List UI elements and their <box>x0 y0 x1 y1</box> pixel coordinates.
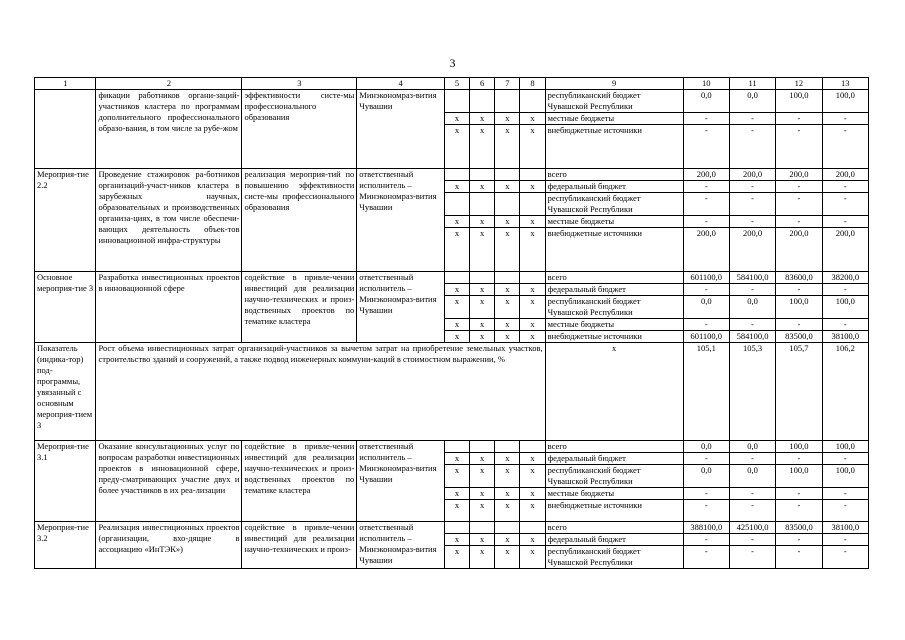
amount-cell: 200,0 <box>822 228 868 272</box>
indicator-source: x <box>545 343 683 441</box>
amount-cell: - <box>683 546 729 569</box>
year-mark-cell: x <box>520 113 545 125</box>
indicator-value: 105,1 <box>683 343 729 441</box>
amount-cell: - <box>776 125 822 169</box>
amount-cell: 100,0 <box>822 296 868 319</box>
year-mark-cell: x <box>495 125 520 169</box>
amount-cell: 83600,0 <box>776 272 822 284</box>
amount-cell: 0,0 <box>729 441 775 453</box>
year-mark-cell: x <box>495 546 520 569</box>
year-mark-cell: x <box>470 216 495 228</box>
amount-cell: 0,0 <box>683 296 729 319</box>
amount-cell: 100,0 <box>776 296 822 319</box>
year-mark-cell: x <box>470 113 495 125</box>
year-mark-cell <box>520 169 545 181</box>
year-mark-cell: x <box>495 534 520 546</box>
year-mark-cell: x <box>470 228 495 272</box>
amount-cell: 584100,0 <box>729 331 775 343</box>
year-mark-cell <box>444 522 469 534</box>
year-mark-cell: x <box>495 296 520 319</box>
amount-cell: 200,0 <box>683 169 729 181</box>
year-mark-cell: x <box>470 534 495 546</box>
activity-label: Мероприя-тие 3.2 <box>35 522 96 569</box>
year-mark-cell <box>470 193 495 216</box>
funding-source-cell: всего <box>545 441 683 453</box>
amount-cell: - <box>776 113 822 125</box>
amount-cell: - <box>822 284 868 296</box>
activity-goal: эффективности систе-мы профессионального образования <box>242 90 357 169</box>
amount-cell: - <box>729 488 775 500</box>
column-header-row <box>35 78 869 90</box>
year-mark-cell: x <box>444 284 469 296</box>
amount-cell: 425100,0 <box>729 522 775 534</box>
funding-source-cell: внебюджетные источники <box>545 331 683 343</box>
year-mark-cell <box>444 90 469 113</box>
year-mark-cell: x <box>444 228 469 272</box>
amount-cell: - <box>776 546 822 569</box>
amount-cell: - <box>729 216 775 228</box>
year-mark-cell: x <box>520 296 545 319</box>
indicator-value: 105,3 <box>729 343 775 441</box>
column-header: 7 <box>495 78 520 90</box>
amount-cell: - <box>683 193 729 216</box>
amount-cell: - <box>729 113 775 125</box>
year-mark-cell: x <box>495 181 520 193</box>
funding-source-cell: республиканский бюджет Чувашской Республики <box>545 465 683 488</box>
amount-cell: - <box>683 284 729 296</box>
activity-goal: содействие в привле-чении инвестиций для реализации научно-технических и произ-водственных проектов по тематике кластера <box>242 441 357 522</box>
amount-cell: - <box>776 284 822 296</box>
year-mark-cell <box>520 441 545 453</box>
amount-cell: - <box>683 488 729 500</box>
activity-goal: содействие в привле-чении инвестиций для реализации научно-технических и произ- <box>242 522 357 569</box>
amount-cell: - <box>776 216 822 228</box>
year-mark-cell: x <box>470 319 495 331</box>
column-header: 12 <box>776 78 822 90</box>
year-mark-cell: x <box>520 488 545 500</box>
amount-cell: - <box>729 546 775 569</box>
funding-source-cell: федеральный бюджет <box>545 284 683 296</box>
activity-description: Проведение стажировок ра-ботников организаций-участ-ников кластера в зарубежных научных, образовательных и производственных организа-циях, в том числе обеспечи-вающих деятельность объек-тов инновационной инфра-структуры <box>96 169 242 272</box>
amount-cell: - <box>729 319 775 331</box>
year-mark-cell <box>470 272 495 284</box>
indicator-value: 106,2 <box>822 343 868 441</box>
year-mark-cell: x <box>470 125 495 169</box>
column-header: 10 <box>683 78 729 90</box>
amount-cell: 601100,0 <box>683 331 729 343</box>
funding-source-cell: местные бюджеты <box>545 488 683 500</box>
amount-cell: 100,0 <box>822 441 868 453</box>
year-mark-cell <box>470 90 495 113</box>
column-header: 1 <box>35 78 96 90</box>
amount-cell: - <box>729 500 775 522</box>
year-mark-cell: x <box>444 125 469 169</box>
amount-cell: 0,0 <box>683 441 729 453</box>
amount-cell: - <box>776 181 822 193</box>
amount-cell: - <box>776 488 822 500</box>
column-header: 6 <box>470 78 495 90</box>
table-row <box>35 441 869 453</box>
year-mark-cell: x <box>444 216 469 228</box>
funding-source-cell: местные бюджеты <box>545 319 683 331</box>
amount-cell: - <box>822 113 868 125</box>
year-mark-cell <box>444 272 469 284</box>
column-header: 5 <box>444 78 469 90</box>
year-mark-cell: x <box>520 319 545 331</box>
year-mark-cell: x <box>495 319 520 331</box>
amount-cell: - <box>822 534 868 546</box>
amount-cell: 38200,0 <box>822 272 868 284</box>
year-mark-cell: x <box>470 465 495 488</box>
amount-cell: - <box>822 546 868 569</box>
amount-cell: - <box>683 453 729 465</box>
amount-cell: - <box>729 181 775 193</box>
year-mark-cell: x <box>444 500 469 522</box>
amount-cell: 100,0 <box>776 465 822 488</box>
column-header: 8 <box>520 78 545 90</box>
table-row <box>35 90 869 113</box>
funding-source-cell: республиканский бюджет Чувашской Республики <box>545 90 683 113</box>
year-mark-cell <box>495 441 520 453</box>
amount-cell: 200,0 <box>776 169 822 181</box>
year-mark-cell: x <box>495 331 520 343</box>
amount-cell: - <box>729 453 775 465</box>
year-mark-cell <box>470 441 495 453</box>
year-mark-cell: x <box>520 465 545 488</box>
amount-cell: - <box>822 193 868 216</box>
year-mark-cell: x <box>520 546 545 569</box>
amount-cell: - <box>776 500 822 522</box>
amount-cell: - <box>822 500 868 522</box>
year-mark-cell: x <box>470 284 495 296</box>
year-mark-cell: x <box>520 453 545 465</box>
amount-cell: 0,0 <box>729 90 775 113</box>
activity-label: Мероприя-тие 3.1 <box>35 441 96 522</box>
amount-cell: 200,0 <box>729 169 775 181</box>
year-mark-cell <box>495 90 520 113</box>
funding-source-cell: всего <box>545 169 683 181</box>
year-mark-cell <box>444 193 469 216</box>
indicator-value: 105,7 <box>776 343 822 441</box>
year-mark-cell: x <box>444 453 469 465</box>
amount-cell: - <box>822 319 868 331</box>
column-header: 4 <box>357 78 445 90</box>
funding-source-cell: федеральный бюджет <box>545 453 683 465</box>
activity-label: Основное мероприя-тие 3 <box>35 272 96 343</box>
year-mark-cell <box>444 441 469 453</box>
amount-cell: - <box>776 193 822 216</box>
column-header: 13 <box>822 78 868 90</box>
activity-description: Реализация инвестиционных проектов (организации, вхо-дящие в ассоциацию «ИнТЭК») <box>96 522 242 569</box>
amount-cell: 83500,0 <box>776 522 822 534</box>
year-mark-cell: x <box>495 216 520 228</box>
year-mark-cell: x <box>520 534 545 546</box>
year-mark-cell <box>470 169 495 181</box>
amount-cell: - <box>776 453 822 465</box>
amount-cell: 584100,0 <box>729 272 775 284</box>
year-mark-cell: x <box>470 331 495 343</box>
funding-source-cell: внебюджетные источники <box>545 228 683 272</box>
table-row <box>35 169 869 181</box>
page-number: 3 <box>449 56 456 70</box>
year-mark-cell: x <box>495 465 520 488</box>
amount-cell: - <box>683 125 729 169</box>
year-mark-cell: x <box>520 284 545 296</box>
amount-cell: 83500,0 <box>776 331 822 343</box>
amount-cell: 38100,0 <box>822 522 868 534</box>
amount-cell: - <box>683 319 729 331</box>
activity-description: Разработка инвестиционных проектов в инновационной сфере <box>96 272 242 343</box>
funding-source-cell: всего <box>545 272 683 284</box>
activity-label <box>35 90 96 169</box>
amount-cell: - <box>822 488 868 500</box>
amount-cell: - <box>683 216 729 228</box>
year-mark-cell: x <box>520 228 545 272</box>
year-mark-cell: x <box>470 488 495 500</box>
indicator-text: Рост объема инвестиционных затрат организаций-участников за вычетом затрат на приобретение земельных участков, строительство зданий и сооружений, а также подвод инженерных коммуни-каций в стоимостном выражении, % <box>96 343 545 441</box>
funding-source-cell: местные бюджеты <box>545 216 683 228</box>
year-mark-cell: x <box>495 453 520 465</box>
funding-source-cell: республиканский бюджет Чувашской Республики <box>545 296 683 319</box>
year-mark-cell: x <box>470 181 495 193</box>
year-mark-cell: x <box>444 181 469 193</box>
program-table <box>34 77 869 569</box>
amount-cell: 100,0 <box>776 441 822 453</box>
activity-goal: реализация мероприя-тий по повышению эффективности систе-мы профессионального образования <box>242 169 357 272</box>
activity-description: фикации работников органи-заций-участников кластера по программам дополнительного профессионального образо-вания, в том числе за рубе-жом <box>96 90 242 169</box>
year-mark-cell <box>444 169 469 181</box>
amount-cell: 100,0 <box>776 90 822 113</box>
amount-cell: - <box>729 125 775 169</box>
amount-cell: 100,0 <box>822 90 868 113</box>
activity-goal: содействие в привле-чении инвестиций для реализации научно-технических и произ-водственных проектов по тематике кластера <box>242 272 357 343</box>
funding-source-cell: республиканский бюджет Чувашской Республики <box>545 193 683 216</box>
amount-cell: 601100,0 <box>683 272 729 284</box>
activity-executor: Минэкономраз-вития Чувашии <box>357 90 445 169</box>
funding-source-cell: внебюджетные источники <box>545 125 683 169</box>
year-mark-cell <box>470 522 495 534</box>
activity-executor: ответственный исполнитель – Минэкономраз-вития Чувашии <box>357 169 445 272</box>
year-mark-cell: x <box>444 296 469 319</box>
amount-cell: 38100,0 <box>822 331 868 343</box>
year-mark-cell <box>520 90 545 113</box>
year-mark-cell: x <box>444 331 469 343</box>
funding-source-cell: республиканский бюджет Чувашской Республики <box>545 546 683 569</box>
year-mark-cell <box>495 522 520 534</box>
amount-cell: 0,0 <box>729 296 775 319</box>
year-mark-cell <box>520 522 545 534</box>
year-mark-cell: x <box>495 113 520 125</box>
amount-cell: - <box>822 181 868 193</box>
indicator-row <box>35 343 869 441</box>
year-mark-cell: x <box>495 228 520 272</box>
activity-executor: ответственный исполнитель – Минэкономраз-вития Чувашии <box>357 272 445 343</box>
amount-cell: - <box>683 500 729 522</box>
amount-cell: 200,0 <box>822 169 868 181</box>
amount-cell: 200,0 <box>729 228 775 272</box>
year-mark-cell: x <box>470 296 495 319</box>
activity-executor: ответственный исполнитель – Минэкономраз-вития Чувашии <box>357 522 445 569</box>
amount-cell: 0,0 <box>683 465 729 488</box>
year-mark-cell <box>520 193 545 216</box>
amount-cell: 200,0 <box>776 228 822 272</box>
amount-cell: - <box>776 534 822 546</box>
year-mark-cell: x <box>444 534 469 546</box>
year-mark-cell: x <box>495 500 520 522</box>
amount-cell: 0,0 <box>729 465 775 488</box>
activity-executor: ответственный исполнитель – Минэкономраз-вития Чувашии <box>357 441 445 522</box>
year-mark-cell: x <box>495 284 520 296</box>
activity-label: Мероприя-тие 2.2 <box>35 169 96 272</box>
year-mark-cell: x <box>444 465 469 488</box>
funding-source-cell: всего <box>545 522 683 534</box>
amount-cell: - <box>822 125 868 169</box>
year-mark-cell: x <box>470 500 495 522</box>
year-mark-cell: x <box>444 319 469 331</box>
funding-source-cell: внебюджетные источники <box>545 500 683 522</box>
year-mark-cell <box>520 272 545 284</box>
year-mark-cell: x <box>520 125 545 169</box>
year-mark-cell: x <box>520 331 545 343</box>
amount-cell: - <box>729 284 775 296</box>
year-mark-cell <box>495 193 520 216</box>
amount-cell: - <box>729 193 775 216</box>
year-mark-cell <box>495 169 520 181</box>
amount-cell: 388100,0 <box>683 522 729 534</box>
table-row <box>35 272 869 284</box>
column-header: 3 <box>242 78 357 90</box>
amount-cell: - <box>683 534 729 546</box>
column-header: 2 <box>96 78 242 90</box>
amount-cell: - <box>729 534 775 546</box>
column-header: 9 <box>545 78 683 90</box>
year-mark-cell: x <box>520 181 545 193</box>
amount-cell: - <box>822 216 868 228</box>
year-mark-cell: x <box>444 113 469 125</box>
year-mark-cell: x <box>495 488 520 500</box>
amount-cell: 0,0 <box>683 90 729 113</box>
year-mark-cell: x <box>520 500 545 522</box>
funding-source-cell: федеральный бюджет <box>545 534 683 546</box>
funding-source-cell: местные бюджеты <box>545 113 683 125</box>
year-mark-cell <box>495 272 520 284</box>
year-mark-cell: x <box>444 488 469 500</box>
amount-cell: - <box>683 181 729 193</box>
amount-cell: - <box>822 453 868 465</box>
activity-description: Оказание консультационных услуг по вопросам разработки инвестиционных проектов в инновационной сфере, преду-сматривающих участие двух и более участников в их реа-лизации <box>96 441 242 522</box>
funding-source-cell: федеральный бюджет <box>545 181 683 193</box>
amount-cell: 100,0 <box>822 465 868 488</box>
amount-cell: 200,0 <box>683 228 729 272</box>
column-header: 11 <box>729 78 775 90</box>
amount-cell: - <box>683 113 729 125</box>
year-mark-cell: x <box>470 453 495 465</box>
indicator-label: Показатель (индика-тор) под-программы, увязанный с основным мероприя-тием 3 <box>35 343 96 441</box>
year-mark-cell: x <box>444 546 469 569</box>
amount-cell: - <box>776 319 822 331</box>
table-row <box>35 522 869 534</box>
year-mark-cell: x <box>470 546 495 569</box>
year-mark-cell: x <box>520 216 545 228</box>
